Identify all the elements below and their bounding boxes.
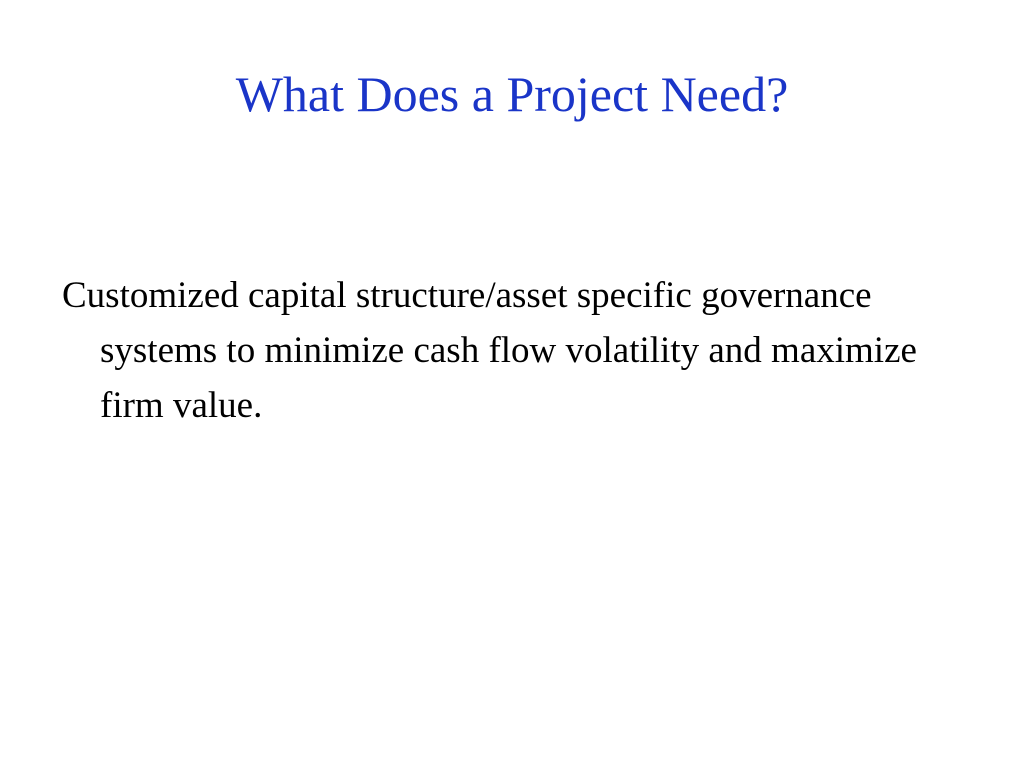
slide-body-text: Customized capital structure/asset specific governance systems to minimize cash flow volatility and maximize firm value. xyxy=(62,275,917,426)
slide-title: What Does a Project Need? xyxy=(235,66,789,122)
